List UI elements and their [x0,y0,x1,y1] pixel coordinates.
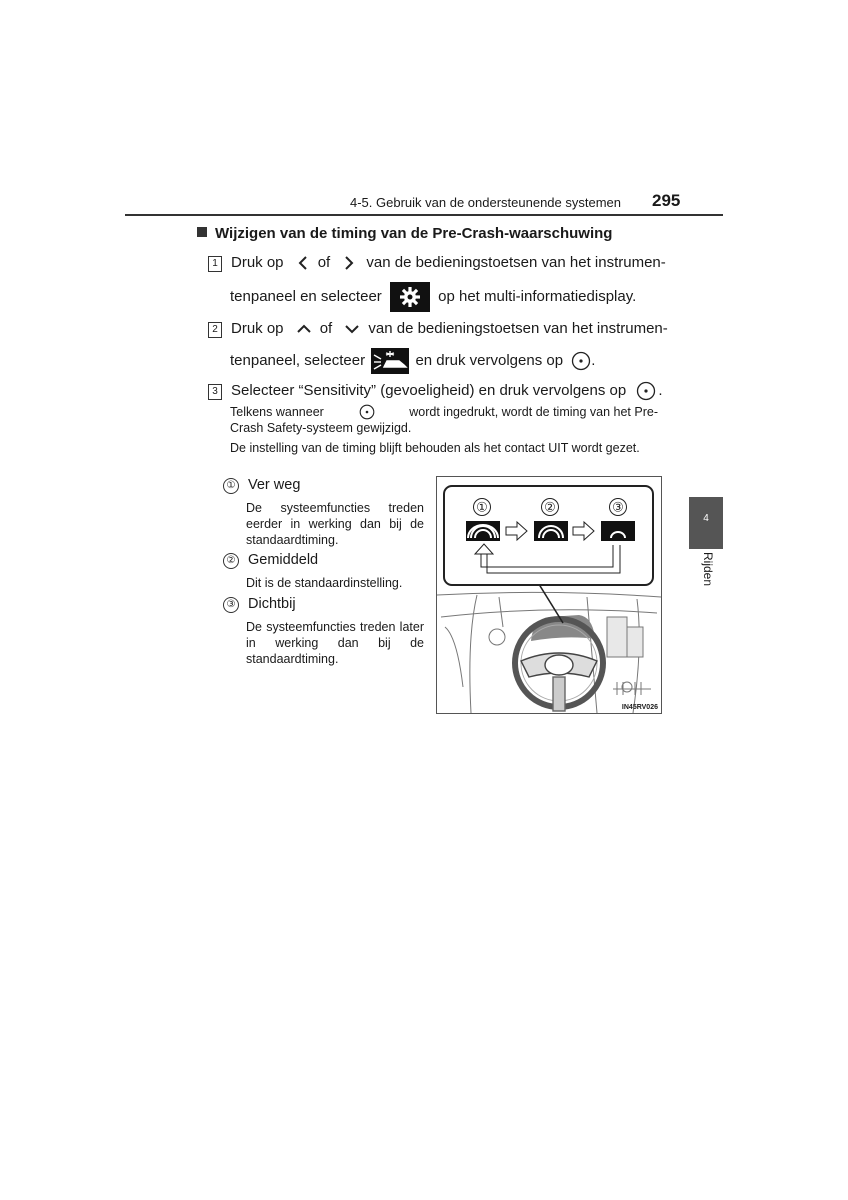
callout-2: ② [544,499,556,515]
option-number: ① [223,478,239,494]
enter-button-icon [571,351,591,371]
option-2-description: Dit is de standaardinstelling. [246,576,403,590]
section-title: 4-5. Gebruik van de ondersteunende systemen [350,195,622,210]
option-1-description: De systeemfuncties treden eerder in werking dan bij de standaardtiming. [246,501,424,547]
note-1: Telkens wanneer wordt ingedrukt, wordt de timing van het Pre- Crash Safety-systeem gewijzigd. [230,405,658,435]
chapter-tab: 4 [689,497,723,549]
settings-gear-icon [390,282,430,312]
option-1-title: ① Ver weg [223,477,300,494]
option-number: ③ [223,597,239,613]
chevron-right-icon [344,255,354,271]
header-rule [125,214,723,216]
chevron-left-icon [298,255,308,271]
callout-3: ③ [612,499,624,515]
step-2-line-1: 2 Druk op of van de bedieningstoetsen van het instrumen- [208,320,668,338]
chevron-up-icon [296,324,312,334]
subsection-heading: Wijzigen van de timing van de Pre-Crash-waarschuwing [197,225,612,242]
option-2-title: ② Gemiddeld [223,552,318,569]
sensitivity-far-icon [466,521,500,541]
step-number: 3 [208,384,222,400]
sensitivity-near-icon [601,521,635,541]
option-number: ② [223,553,239,569]
dashboard-illustration [437,477,661,713]
square-bullet-icon [197,227,207,237]
step-1-line-1: 1 Druk op of van de bedieningstoetsen van het instrumen- [208,254,666,272]
enter-button-icon [636,381,656,401]
step-number: 1 [208,256,222,272]
page-number: 295 [652,191,681,210]
step-2-line-2: tenpaneel, selecteer en druk vervolgens op . [230,348,595,374]
chevron-down-icon [344,324,360,334]
figure-code: IN45RV026 [621,704,658,711]
step-1-line-2: tenpaneel en selecteer op het multi-informatiedisplay. [230,282,636,312]
chapter-label: Rijden [701,552,715,587]
option-3-description: De systeemfuncties treden later in werking dan bij de standaardtiming. [246,620,424,666]
enter-button-icon [359,404,375,420]
step-3-line-1: 3 Selecteer “Sensitivity” (gevoeligheid) en druk vervolgens op . [208,381,663,401]
pcs-car-icon [371,348,409,374]
step-number: 2 [208,322,222,338]
illustration-figure [436,476,662,714]
sensitivity-middle-icon [534,521,568,541]
option-3-title: ③ Dichtbij [223,596,296,613]
note-2: De instelling van de timing blijft behouden als het contact UIT wordt gezet. [230,441,640,455]
callout-1: ① [476,499,488,515]
